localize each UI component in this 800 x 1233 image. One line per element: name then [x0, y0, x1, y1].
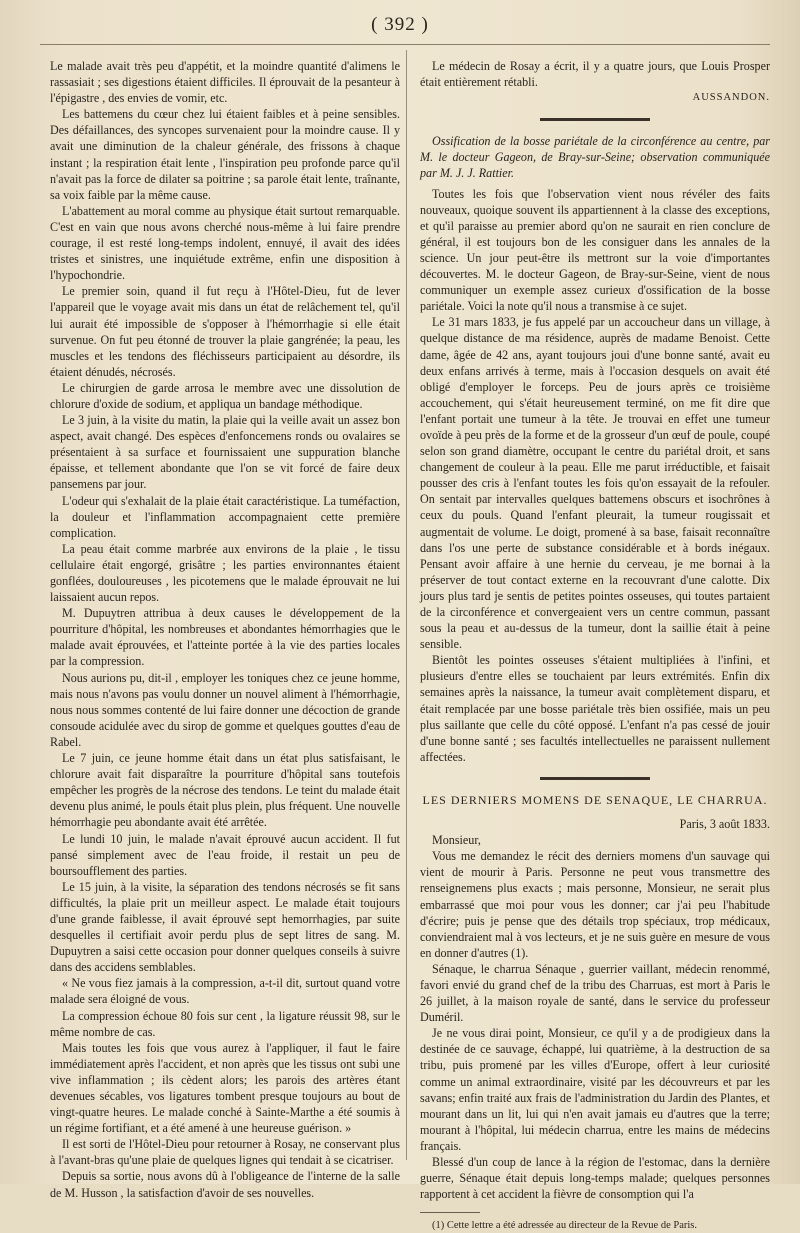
paragraph: La compression échoue 80 fois sur cent , la ligature réussit 98, sur le même nombre de cas. [50, 1008, 400, 1039]
paragraph: Vous me demandez le récit des derniers momens d'un sauvage qui vient de mourir à Paris. Personne ne peut vous transmettre des renseignemens plus exacts ; mais personne, Monsieur, ne serait plus embarrassé que moi pour vous les donner; car j'ai peu l'habitude d'écrire; puis je pense que des détails trop spéciaux, trop médicaux, conviendraient mal à vos lecteurs, et je ne suis guère en mesure de vous en donner d'autres (1). [420, 849, 770, 960]
paragraph: Toutes les fois que l'observation vient nous révéler des faits nouveaux, quoique souvent ils appartiennent à la classe des exceptions, et qu'il paraisse au premier abord qu'on ne saurait en rien conclure de général, il est toujours bon de les consiguer dans les annales de la science. Un jour peut-être ils mettront sur la voie d'importantes découvertes. M. le docteur Gageon, de Bray-sur-Seine, vient de nous communiquer un exemple assez curieux d'ossification de la bosse pariétale. Voici la note qu'il nous a transmise à ce sujet. [420, 186, 770, 314]
paragraph: Le 31 mars 1833, je fus appelé par un accoucheur dans un village, à quelque distance de ma résidence, auprès de madame Benoist. Cette dame, âgée de 42 ans, ayant toujours joui d'une bonne santé, avait eu deux enfans arrivés à terme, mais à l'occasion desquels on avait été obligé d'employer le forceps. Peu de jours après ce troisième accouchement, qui s'était heureusement terminé, on me fit dire que l'enfant portait une tumeur à la tête. Je trouvai en effet une tumeur ovoïde à peu près de la forme et de la grosseur d'un œuf de poule, coupé selon son grand diamètre, occupant le centre du pariétal droit, et sans changement de couleur à la peau. Elle me parut irréductible, et faisait pousser des cris à l'enfant toutes les fois qu'on essayait de la refouler. On sentait par intervalles quelques battemens obscurs et isochrônes à ceux du pouls. Quand l'enfant pleurait, la tumeur rougissait et augmentait de volume. Le doigt, promené à sa base, faisait reconnaître dans l'os une perte de substance considérable et à bords inégaux. Pensant avoir affaire à une hernie du cerveau, je me bornai à la préserver de tout contact externe en la recouvrant d'une calotte. Dix jours plus tard je sentis de petites pointes osseuses, qui toutes partaient de la circonférence et convergeaient vers un centre commun, passant sous la peau et au-dessus de la tumeur, dont la saillie était à peine sensible. [420, 315, 770, 652]
paragraph: « Ne vous fiez jamais à la compression, a-t-il dit, surtout quand votre malade sera éloigné de vous. [50, 976, 400, 1007]
footnote-rule [420, 1212, 480, 1213]
paragraph: L'odeur qui s'exhalait de la plaie était caractéristique. La tuméfaction, la douleur et l'inflammation accompagnaient cette première complication. [50, 493, 400, 540]
paragraph: Le malade avait très peu d'appétit, et la moindre quantité d'alimens le rassasiait ; ses digestions étaient difficiles. Il éprouvait de la pesanteur à l'épigastre , des envies de vomir, etc. [50, 59, 400, 106]
paragraph: Le médecin de Rosay a écrit, il y a quatre jours, que Louis Prosper était entièrement rétabli. [420, 59, 770, 90]
letter-date: Paris, 3 août 1833. [679, 817, 770, 832]
paragraph: Je ne vous dirai point, Monsieur, ce qu'il y a de prodigieux dans la destinée de ce sauvage, échappé, lui quatrième, à la destruction de sa tribu, puis promené par les villes d'Europe, offert à leur curiosité comme un animal extraordinaire, visité par les découvreurs et par les savans; enfin traité aux frais de l'administration du Jardin des Plantes, et mourant dans un lit, lui qui n'en avait jamais eu d'autres que la terre; mourant à l'hôpital, lui médecin charrua, entre les mains de médecins français. [420, 1026, 770, 1153]
paragraph: Le 7 juin, ce jeune homme était dans un état plus satisfaisant, le chlorure avait fait disparaître la pourriture d'hôpital sans toutefois empêcher les progrès de la nécrose des tendons. Le teint du malade était devenu plus animé, le pouls était plus plein, plus fréquent. Une nouvelle hémorrhagie peu abondante avait été arrêtée. [50, 751, 400, 830]
header-rule [40, 44, 770, 45]
salutation: Monsieur, [432, 833, 481, 848]
paragraph: Bientôt les pointes osseuses s'étaient multipliées à l'infini, et plusieurs d'entre elles se touchaient par leurs extrémités. Enfin dix semaines après la naissance, la tumeur avait complètement disparu, et était remplacée par une bosse pariétale très bien ossifiée, mais un peu plus saillante que celle du côté opposé. L'enfant n'a pas cessé de jouir d'une bonne santé ; ses facultés intellectuelles ne paraissent nullement affectées. [420, 653, 770, 764]
paragraph: Le chirurgien de garde arrosa le membre avec une dissolution de chlorure d'oxide de sodium, et appliqua un bandage méthodique. [50, 380, 400, 411]
letter-heading: LES DERNIERS MOMENS DE SENAQUE, LE CHARRUA. [422, 792, 768, 807]
paragraph: Depuis sa sortie, nous avons dû à l'obligeance de l'interne de la salle de M. Husson , la satisfaction d'avoir de ses nouvelles. [50, 1169, 400, 1200]
paragraph: L'abattement au moral comme au physique était surtout remarquable. C'est en vain que nous avons cherché nous-même à lui faire prendre courage, il est resté long-temps indolent, ennuyé, il avait des idées tristes et sinistres, une inquiétude extrême, enfin une disposition à l'hypochondrie. [50, 203, 400, 283]
paragraph: Sénaque, le charrua Sénaque , guerrier vaillant, médecin renommé, favori envié du grand chef de la tribu des Charruas, est mort à Paris le 26 juillet, à la maison royale de santé, dans le service du professeur Duméril. [420, 961, 770, 1025]
section-rule [540, 777, 650, 780]
section-rule [540, 118, 650, 121]
right-column [420, 58, 770, 1233]
paragraph: M. Dupuytren attribua à deux causes le développement de la pourriture d'hôpital, les nombreuses et abondantes hémorrhagies que le malade avait éprouvées, et l'atteinte portée à la vie des parties locales par la compression. [50, 606, 400, 669]
paragraph: Le premier soin, quand il fut reçu à l'Hôtel-Dieu, fut de lever l'appareil que le voyage avait mis dans un état de relâchement tel, qu'il lui aurait été impossible de s'opposer à l'hémorrhagie si elle était survenue. On fut peu étonné de trouver la plaie gangrénée; la peau, les muscles et les tendons des fléchisseurs participaient au désordre, ils étaient dénudés, nécrosés. [50, 284, 400, 379]
paragraph: Mais toutes les fois que vous aurez à l'appliquer, il faut le faire immédiatement après l'accident, et non après que les tissus ont subi une vive inflammation ; ils cèdent alors; les parois des artères étant devenues sécables, vos ligatures tombent presque toujours au bout de vingt-quatre heures. Le malade conché à Sainte-Marthe a été soumis à un régime fortifiant, et a été amené à une heureuse guérison. » [50, 1040, 400, 1136]
paragraph: Nous aurions pu, dit-il , employer les toniques chez ce jeune homme, mais nous n'avons pas voulu donner un nouvel aliment à l'hémorrhagie, nous nous sommes contenté de lui faire donner une décoction de grande consoude acidulée avec du sirop de gomme et quelques gouttes d'eau de Rabel. [50, 670, 400, 749]
paragraph: Les battemens du cœur chez lui étaient faibles et à peine sensibles. Des défaillances, des syncopes survenaient pour la moindre cause. Il y avait une diminution de la chaleur générale, des frissons à chaque instant ; la respiration était lente , l'inspiration peu profonde parce qu'il n'avait pas la force de dilater sa poitrine ; sa parole était lente, traînante, sa voix faible par la même cause. [50, 107, 400, 202]
paragraph: Le 3 juin, à la visite du matin, la plaie qui la veille avait un assez bon aspect, avait changé. Des espèces d'enfoncemens ronds ou ovalaires se présentaient à sa surface et fournissaient une suppuration blanche épaisse, et tellement abondante que l'on se vit forcé de faire deux pansemens par jour. [50, 413, 400, 492]
paragraph: Le 15 juin, à la visite, la séparation des tendons nécrosés se fit sans difficultés, la plaie prit un meilleur aspect. Le malade était toujours d'une grande faiblesse, il avait éprouvé sept hemorrhagies, par suite desquelles il certifiait avoir perdu plus de sept litres de sang. M. Dupuytren a saisi cette occasion pour donner quelques conseils à suivre dans des accidens semblables. [50, 879, 400, 975]
footnote: (1) Cette lettre a été adressée au directeur de la Revue de Paris. [432, 1220, 697, 1232]
page-number: ( 392 ) [371, 14, 429, 35]
left-column [50, 58, 400, 1201]
signature: AUSSANDON. [692, 92, 770, 104]
article-title: Ossification de la bosse pariétale de la circonférence au centre, par M. le docteur Gageon, de Bray-sur-Seine; observation communiquée par M. J. J. Rattier. [420, 134, 770, 181]
paragraph: La peau était comme marbrée aux environs de la plaie , le tissu cellulaire était engorgé, grisâtre ; les parties environnantes étaient gonflées, douloureuses , les picotemens que le malade éprouvait ne lui laissaient aucun repos. [50, 541, 400, 605]
paragraph: Il est sorti de l'Hôtel-Dieu pour retourner à Rosay, ne conservant plus à l'avant-bras qu'une plaie de quelques lignes qui tendait à se cicatriser. [50, 1137, 400, 1168]
column-divider [406, 50, 407, 1160]
paragraph: Le lundi 10 juin, le malade n'avait éprouvé aucun accident. Il fut pansé simplement avec de l'eau froide, il restait un peu de boursoufflement des parties. [50, 831, 400, 878]
paragraph: Blessé d'un coup de lance à la région de l'estomac, dans la dernière guerre, Sénaque était depuis long-temps malade; quelques personnes rapportent à cet accident la fièvre de consomption qui l'a [420, 1155, 770, 1202]
